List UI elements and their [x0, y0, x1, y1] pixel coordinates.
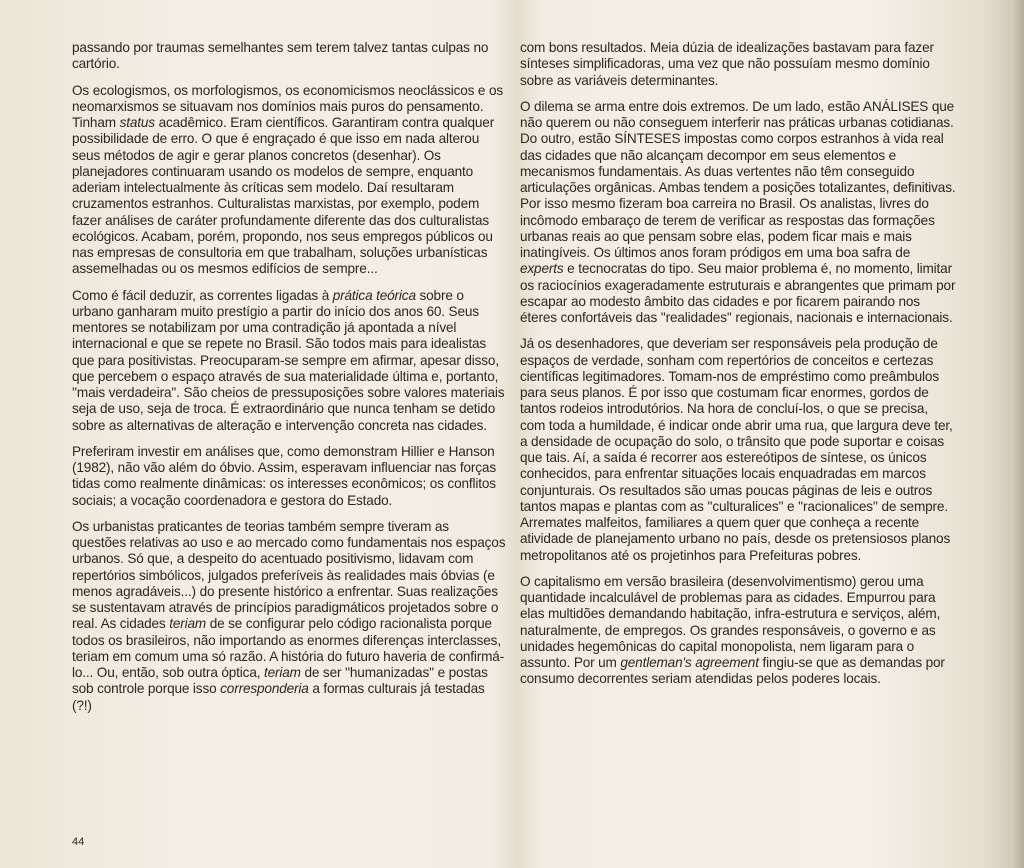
text-run: passando por traumas semelhantes sem terem talvez tantas culpas no cartório. — [72, 40, 489, 72]
text-run: de ser ''humanizadas'' e postas sob controle porque isso — [72, 665, 488, 697]
text-run: Os urbanistas praticantes de teorias também sempre tiveram as questões relativas ao uso e ao mercado como fundamentais nos espaços urbanos. Só que, a despeito do acentuado positivismo, lidavam com repertórios simbólicos, julgados preferíveis às realidades mais óbvias (e menos agradáveis...) do presente histórico a enfrentar. Suas realizações se sustentavam através de princípios paradigmáticos projetados sobre o real. As cidades — [72, 518, 506, 632]
text-run: Preferiram investir em análises que, como demonstram Hillier e Hanson (1982), não vão além do óbvio. Assim, esperavam influenciar nas forças tidas como realmente dinâmicas: os interesses econômicos; os conflitos sociais; a vocação coordenadora e gestora do Estado. — [72, 443, 496, 508]
paragraph — [72, 40, 506, 73]
page-number: 44 — [72, 836, 85, 848]
text-run: sobre o urbano ganharam muito prestígio a partir do início dos anos 60. Seus mentores se notabilizam por uma contradição já apontada a nível internacional e que se repete no Brasil. São todos mais para idealistas que para positivistas. Preocuparam-se sempre em afirmar, apesar disso, que percebem o espaço através de sua materialidade última e, portanto, ''mais verdadeira''. São cheios de pressuposições sobre valores materiais seja de uso, seja de troca. É extraordinário que nunca tenham se detido sobre as alternativas de alteração e intervenção concreta nas cidades. — [72, 287, 505, 433]
text-run: Já os desenhadores, que deveriam ser responsáveis pela produção de espaços de verdade, sonham com repertórios de conceitos e certezas científicas legitimadores. Tomam-nos de empréstimo como preâmbulos para seus planos. É por isso que costumam ficar enormes, gordos de tantos rodeios introdutórios. Na hora de concluí-los, o que se precisa, com toda a humildade, é indicar onde abrir uma rua, que largura deve ter, a densidade de ocupação do solo, o trânsito que pode suportar e coisas que tais. Aí, a saída é recorrer aos estereótipos de síntese, os únicos conhecidos, para enfrentar situações locais enquadradas em marcos conjunturais. Os resultados são umas poucas páginas de leis e outros tantos mapas e plantas com as ''culturalices'' e ''racionalices'' de sempre. Arremates malfeitos, familiares a quem quer que conheça a recente atividade de planejamento urbano no país, desde os pretensiosos planos metropolitanos até os projetinhos para Prefeituras pobres. — [520, 336, 953, 563]
text-run: e tecnocratas do tipo. Seu maior problema é, no momento, limitar os raciocínios exageradamente estruturais e abrangentes que primam por escapar ao modesto âmbito das cidades e por ficarem pairando nos éteres confortáveis das ''realidades'' regionais, nacionais e internacionais. — [520, 261, 956, 325]
italic-term: prática teórica — [332, 287, 416, 303]
text-run: acadêmico. Eram científicos. Garantiram contra qualquer possibilidade de erro. O que é engraçado é que isso em nada alterou seus métodos de agir e gerar planos concretos (desenhar). Os planejadores continuaram usando os modelos de sempre, enquanto aderiam intelectualmente às críticas sem modelo. Daí resultaram cruzamentos estranhos. Culturalistas marxistas, por exemplo, podem fazer análises de caráter profundamente diferente das dos culturalistas ecológicos. Acabam, porém, propondo, nos seus empregos públicos ou nas empresas de consultoria em que trabalham, soluções urbanísticas assemelhadas ou os mesmos edifícios de sempre... — [72, 115, 495, 277]
italic-term: teriam — [263, 665, 301, 680]
paragraph — [520, 40, 956, 89]
text-run: fingiu-se que as demandas por consumo decorrentes seriam atendidas pelos poderes locais. — [520, 655, 945, 687]
paragraph — [520, 336, 956, 564]
paragraph — [72, 519, 506, 714]
left-page-column — [72, 40, 506, 724]
right-page-column — [520, 40, 956, 698]
paragraph — [72, 444, 506, 509]
paragraph — [520, 99, 956, 327]
italic-term: experts — [520, 261, 564, 277]
text-run: O capitalismo em versão brasileira (desenvolvimentismo) gerou uma quantidade incalculável de problemas para as cidades. Empurrou para elas multidões demandando habitação, infra-estrutura e serviços, além, naturalmente, de empregos. Os grandes responsáveis, o governo e as unidades hegemônicas do capital monopolista, nem ligaram para o assunto. Por um — [520, 573, 941, 670]
paragraph — [72, 288, 506, 434]
paragraph — [520, 574, 956, 688]
text-run: O dilema se arma entre dois extremos. De um lado, estão ANÁLISES que não querem ou não conseguem interferir nas práticas urbanas cotidianas. Do outro, estão SÍNTESES impostas como corpos estranhos à vida real das cidades que não alcançam decompor em seus elementos e mecanismos fundamentais. As duas vertentes não têm conseguido articulações orgânicas. Ambas tendem a posições totalizantes, definitivas. Por isso mesmo fizeram boa carreira no Brasil. Os analistas, livres do incômodo embaraço de terem de verificar as respostas das formações urbanas reais ao que pensam sobre elas, podem ficar mais e mais inatingíveis. Os últimos anos foram pródigos em uma boa safra de — [520, 98, 956, 260]
page-edge — [1010, 0, 1024, 868]
text-run: com bons resultados. Meia dúzia de idealizações bastavam para fazer sínteses simplificadoras, uma vez que não possuíam mesmo domínio sobre as variáveis determinantes. — [520, 40, 934, 88]
italic-term: teriam — [169, 616, 207, 632]
text-run: Como é fácil deduzir, as correntes ligadas à — [72, 287, 333, 303]
italic-term: status — [119, 115, 155, 130]
italic-term: corresponderia — [220, 681, 309, 697]
paragraph — [72, 83, 506, 278]
text-run: a formas culturais já testadas (?!) — [72, 681, 485, 713]
text-run: Os ecologismos, os morfologismos, os economicismos neoclássicos e os neomarxismos se situavam nos domínios mais puros do pensamento. Tinham — [72, 82, 504, 130]
text-run: de se configurar pelo código racionalista porque todos os brasileiros, não importando as enormes diferenças interclasses, teriam em comum uma só razão. A história do futuro haveria de confirmá-lo... Ou, então, sob outra óptica, — [72, 616, 505, 680]
italic-term: gentleman's agreement — [620, 655, 759, 670]
